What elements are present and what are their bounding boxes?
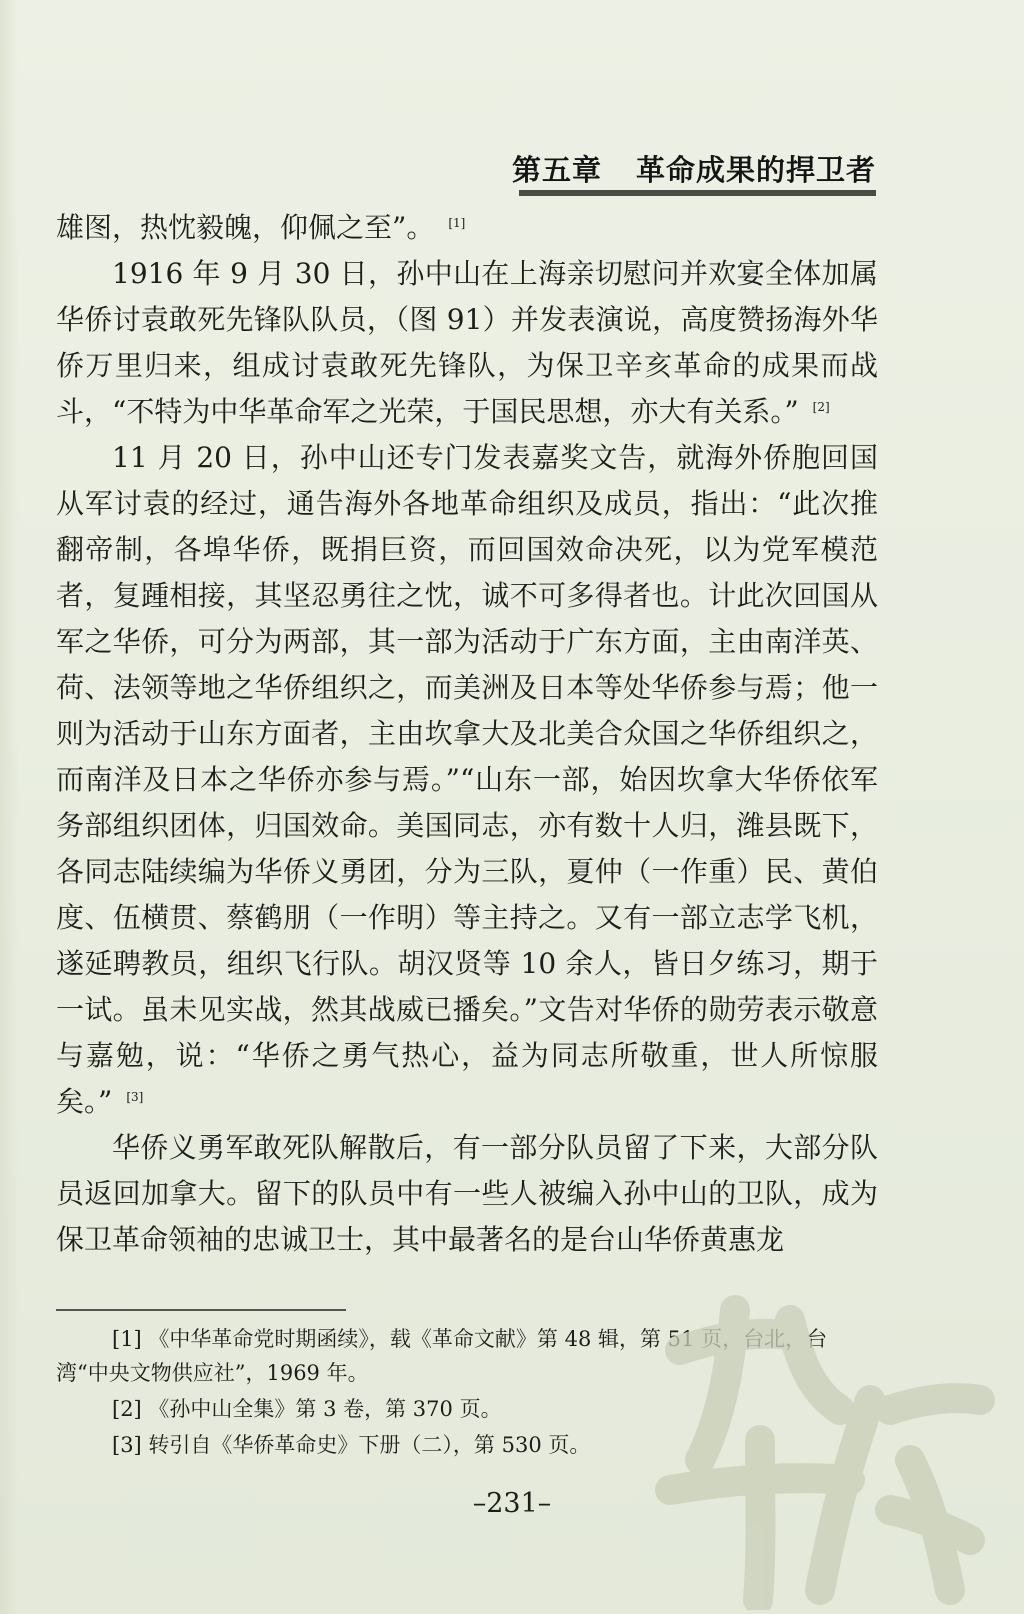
- paragraph-1: 雄图，热忱毅魄，仰佩之至”。 [1]: [56, 211, 466, 244]
- chapter-number: 第五章: [511, 153, 602, 187]
- footnote-3: [3] 转引自《华侨革命史》下册（二），第 530 页。: [112, 1433, 591, 1457]
- footnote-ref-2[interactable]: [2]: [812, 399, 830, 414]
- footnote-2: [2] 《孙中山全集》第 3 卷，第 370 页。: [112, 1397, 502, 1421]
- footnote-ref-3[interactable]: [3]: [126, 1089, 144, 1104]
- paragraph-4: 华侨义勇军敢死队解散后，有一部分队员留了下来，大部分队员返回加拿大。留下的队员中有一些人被编入孙中山的卫队，成为保卫革命领袖的忠诚卫士，其中最著名的是台山华侨黄惠龙: [56, 1131, 878, 1256]
- paragraph-3: 11 月 20 日，孙中山还专门发表嘉奖文告，就海外侨胞回国从军讨袁的经过，通告海外各地革命组织及成员，指出：“此次推翻帝制，各埠华侨，既捐巨资，而回国效命决死，以为党军模范者，复踵相接，其坚忍勇往之忱，诚不可多得者也。计此次回国从军之华侨，可分为两部，其一部为活动于广东方面，主由南洋英、荷、法领等地之华侨组织之，而美洲及日本等处华侨参与焉；他一则为活动于山东方面者，主由坎拿大及北美合众国之华侨组织之，而南洋及日本之华侨亦参与焉。”“山东一部，始因坎拿大华侨依军务部组织团体，归国效命。美国同志，亦有数十人归，潍县既下，各同志陆续编为华侨义勇团，分为三队，夏仲（一作重）民、黄伯度、伍横贯、蔡鹤朋（一作明）等主持之。又有一部立志学飞机，遂延聘教员，组织飞行队。胡汉贤等 10 余人，皆日夕练习，期于一试。虽未见实战，然其战威已播矣。”文告对华侨的勋劳表示敬意与嘉勉，说：“华侨之勇气热心，益为同志所敬重，世人所惊服矣。” [3]: [56, 441, 878, 1118]
- running-header: [512, 148, 876, 189]
- footnote-ref-1[interactable]: [1]: [448, 215, 466, 230]
- footnote-1: [1] 《中华革命党时期函续》，载《革命文献》第 48 辑，第 51 页，台北，台湾“中央文物供应社”，1969 年。: [56, 1327, 828, 1385]
- page-number: –231–: [472, 1488, 552, 1519]
- footnote-separator: [56, 1309, 346, 1311]
- header-underline: [519, 190, 876, 196]
- chapter-title: 革命成果的捍卫者: [635, 153, 876, 187]
- huaqiao-calligraphy-watermark-icon: [640, 1290, 1000, 1610]
- body-text: [56, 205, 878, 1263]
- paragraph-2: 1916 年 9 月 30 日，孙中山在上海亲切慰问并欢宴全体加属华侨讨袁敢死先锋队队员，（图 91）并发表演说，高度赞扬海外华侨万里归来，组成讨袁敢死先锋队，为保卫辛亥革命的成果而战斗，“不特为中华革命军之光荣，于国民思想，亦大有关系。” [2]: [56, 257, 878, 428]
